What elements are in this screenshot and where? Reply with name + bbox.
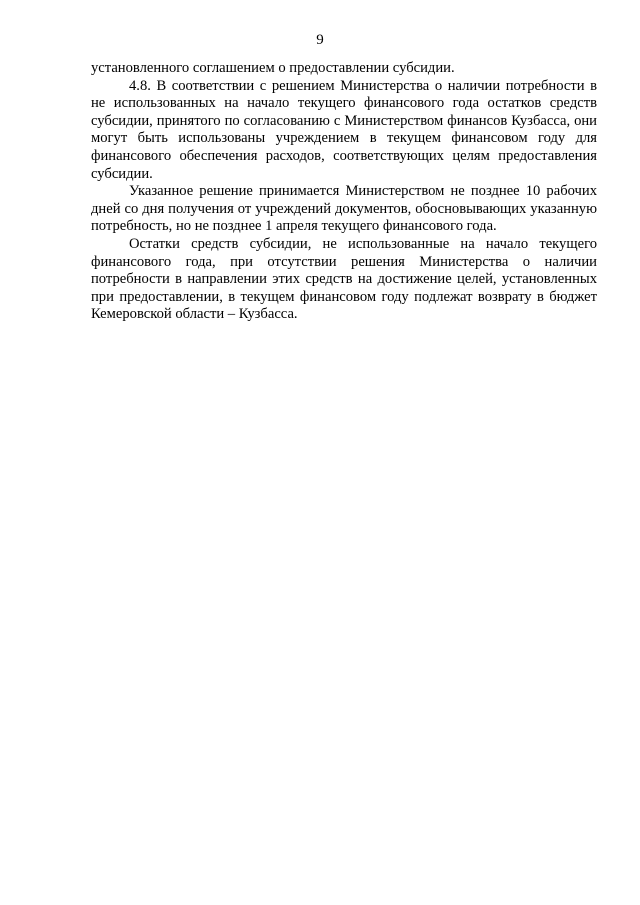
paragraph-decision-deadline: Указанное решение принимается Министерством не позднее 10 рабочих дней со дня получения от учреждений документов, обосновывающих указанную потребность, но не позднее 1 апреля текущего финансового года. <box>91 183 597 235</box>
paragraph-4-8: 4.8. В соответствии с решением Министерства о наличии потребности в не использованных на начало текущего финансового года остатков средств субсидии, принятого по согласованию с Министерством финансов Кузбасса, они могут быть использованы учреждением в текущем финансовом году для финансового обеспечения расходов, соответствующих целям предоставления субсидии. <box>91 77 597 182</box>
page-number: 9 <box>316 32 324 48</box>
paragraph-continuation: установленного соглашением о предоставлении субсидии. <box>91 60 455 76</box>
document-body <box>91 60 597 324</box>
paragraph-remaining-funds: Остатки средств субсидии, не использованные на начало текущего финансового года, при отсутствии решения Министерства о наличии потребности в направлении этих средств на достижение целей, установленных при предоставлении, в текущем финансовом году подлежат возврату в бюджет Кемеровской области – Кузбасса. <box>91 235 597 323</box>
